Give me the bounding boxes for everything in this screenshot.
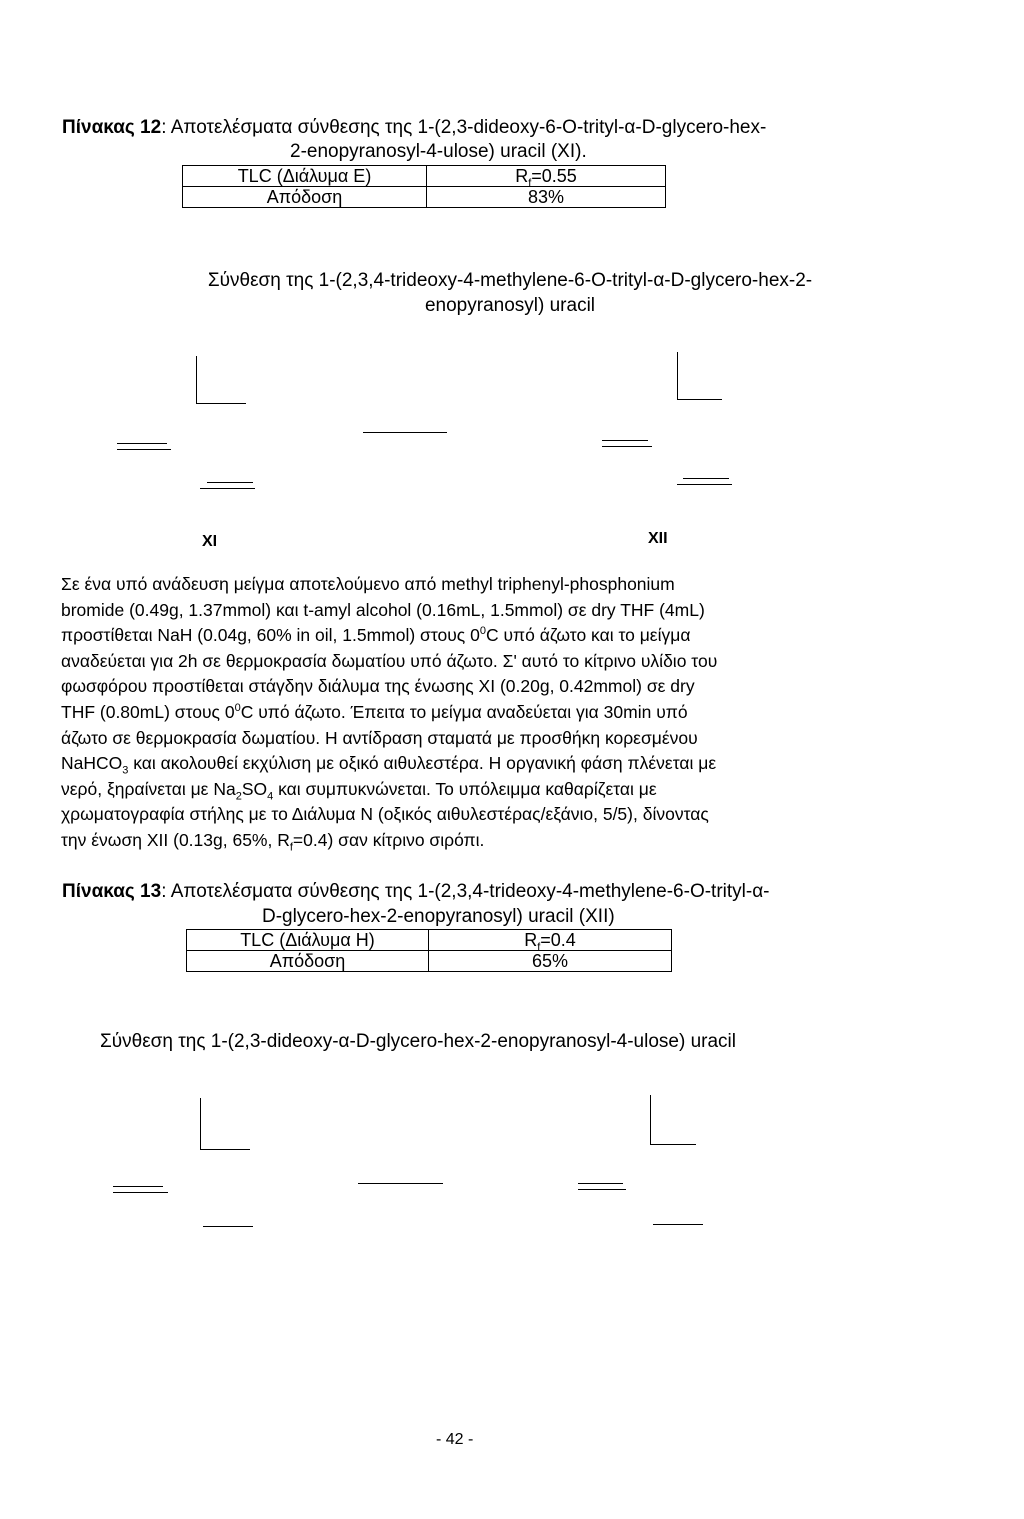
text-line: χρωματογραφία στήλης με το Διάλυμα Ν (οξικός αιθυλεστέρας/εξάνιο, 5/5), δίνοντας xyxy=(61,804,709,825)
double-bond xyxy=(602,440,648,441)
table13-title-line1: : Αποτελέσματα σύνθεσης της 1-(2,3,4-trideoxy-4-methylene-6-O-trityl-α- xyxy=(161,881,770,902)
synthesis-heading-1-line2: enopyranosyl) uracil xyxy=(424,295,596,316)
rf-value: =0.4 xyxy=(540,930,576,950)
text-span: THF (0.80mL) στους 0 xyxy=(61,701,235,722)
double-bond xyxy=(113,1186,163,1187)
text-line: Σε ένα υπό ανάδευση μείγμα αποτελούμενο από methyl triphenyl-phosphonium xyxy=(61,574,675,594)
bond-line xyxy=(650,1144,696,1145)
table12-title-line1: : Αποτελέσματα σύνθεσης της 1-(2,3-dideoxy-6-O-trityl-α-D-glycero-hex- xyxy=(161,117,767,138)
text-line xyxy=(61,700,869,726)
subscript: f xyxy=(289,841,293,854)
text-span: και συμπυκνώνεται. Το υπόλειμμα καθαρίζεται με xyxy=(273,778,657,799)
table-cell-key: TLC (Διάλυμα Η) xyxy=(187,930,429,951)
subscript: 2 xyxy=(235,790,242,803)
text-line xyxy=(61,777,869,803)
table13-title-line2: D-glycero-hex-2-enopyranosyl) uracil (XII) xyxy=(262,906,615,927)
degree-sup: 0 xyxy=(234,702,241,715)
text-span: νερό, ξηραίνεται με Na xyxy=(61,778,236,799)
subscript: 3 xyxy=(122,764,129,777)
table-cell-value xyxy=(427,166,666,190)
compound-label-xii: XII xyxy=(648,530,668,547)
rf-value: =0.55 xyxy=(531,166,577,186)
bond-line xyxy=(677,399,722,400)
bond-line xyxy=(200,1098,201,1150)
rf-prefix: R xyxy=(524,930,538,950)
table12-caption xyxy=(62,116,962,140)
table12-label: Πίνακας 12 xyxy=(62,117,162,138)
double-bond xyxy=(578,1189,626,1190)
table-cell-key: TLC (Διάλυμα Ε) xyxy=(183,166,427,187)
table-cell-value: 65% xyxy=(429,951,672,972)
bond-line xyxy=(200,1149,250,1150)
double-bond xyxy=(113,1192,168,1193)
table12 xyxy=(182,165,666,208)
double-bond xyxy=(207,482,253,483)
page-number: - 42 - xyxy=(436,1431,474,1448)
text-line: άζωτο σε θερμοκρασία δωματίου. Η αντίδραση σταματά με προσθήκη κορεσμένου xyxy=(61,727,698,748)
double-bond xyxy=(200,488,255,489)
text-span: C υπό άζωτο. Έπειτα το μείγμα αναδεύεται για 30min υπό xyxy=(240,701,688,722)
text-span: C υπό άζωτο και το μείγμα xyxy=(485,625,691,646)
text-line: bromide (0.49g, 1.37mmol) και t-amyl alcohol (0.16mL, 1.5mmol) σε dry THF (4mL) xyxy=(61,599,705,620)
synthesis-heading-1 xyxy=(60,268,960,318)
double-bond xyxy=(117,443,167,444)
text-span: προστίθεται NaH (0.04g, 60% in oil, 1.5mmol) στους 0 xyxy=(61,625,480,646)
subscript: 4 xyxy=(267,790,274,803)
double-bond xyxy=(117,449,171,450)
table12-title-line2: 2-enopyranosyl-4-ulose) uracil (XI). xyxy=(290,141,587,162)
table-cell-value: 83% xyxy=(427,187,666,208)
compound-label-xi: XI xyxy=(202,533,218,550)
procedure-paragraph xyxy=(61,572,869,854)
double-bond xyxy=(578,1183,623,1184)
rf-prefix: R xyxy=(515,166,529,186)
bond-line xyxy=(677,352,678,400)
table13 xyxy=(186,929,672,972)
text-span: και ακολουθεί εκχύλιση με οξικό αιθυλεστέρα. Η οργανική φάση πλένεται με xyxy=(128,753,717,774)
table-cell-value xyxy=(429,930,672,954)
rf-sub: f xyxy=(528,177,532,190)
text-line: αναδεύεται για 2h σε θερμοκρασία δωματίου υπό άζωτο. Σ' αυτό το κίτρινο υλίδιο του xyxy=(61,650,718,671)
text-span: NaHCO xyxy=(61,753,123,774)
table-cell-key: Απόδοση xyxy=(187,951,429,972)
bond-line xyxy=(196,403,246,404)
text-span: SO xyxy=(241,778,268,799)
double-bond xyxy=(683,478,729,479)
bond-line xyxy=(203,1226,253,1227)
text-span: =0.4) σαν κίτρινο σιρόπι. xyxy=(292,829,485,850)
double-bond xyxy=(602,446,652,447)
table13-caption xyxy=(62,880,962,904)
bond-line xyxy=(358,1183,443,1184)
bond-line xyxy=(650,1095,651,1145)
text-line xyxy=(61,828,869,854)
double-bond xyxy=(677,484,732,485)
text-line: φωσφόρου προστίθεται στάγδην διάλυμα της ένωσης XI (0.20g, 0.42mmol) σε dry xyxy=(61,676,695,697)
table-row xyxy=(183,187,666,208)
table-row xyxy=(187,930,672,951)
synthesis-heading-2: Σύνθεση της 1-(2,3-dideoxy-α-D-glycero-hex-2-enopyranosyl-4-ulose) uracil xyxy=(100,1031,736,1052)
bond-line xyxy=(653,1224,703,1225)
rf-sub: f xyxy=(537,941,541,954)
table-row xyxy=(187,951,672,972)
synthesis-heading-1-line1: Σύνθεση της 1-(2,3,4-trideoxy-4-methylene-6-O-trityl-α-D-glycero-hex-2- xyxy=(207,270,813,291)
bond-line xyxy=(363,432,447,433)
bond-line xyxy=(196,356,197,404)
table13-label: Πίνακας 13 xyxy=(62,881,162,902)
text-line xyxy=(61,751,869,777)
table-cell-key: Απόδοση xyxy=(183,187,427,208)
text-line xyxy=(61,623,869,649)
degree-sup: 0 xyxy=(479,625,486,638)
table-row xyxy=(183,166,666,187)
text-span: την ένωση XII (0.13g, 65%, R xyxy=(61,829,290,850)
